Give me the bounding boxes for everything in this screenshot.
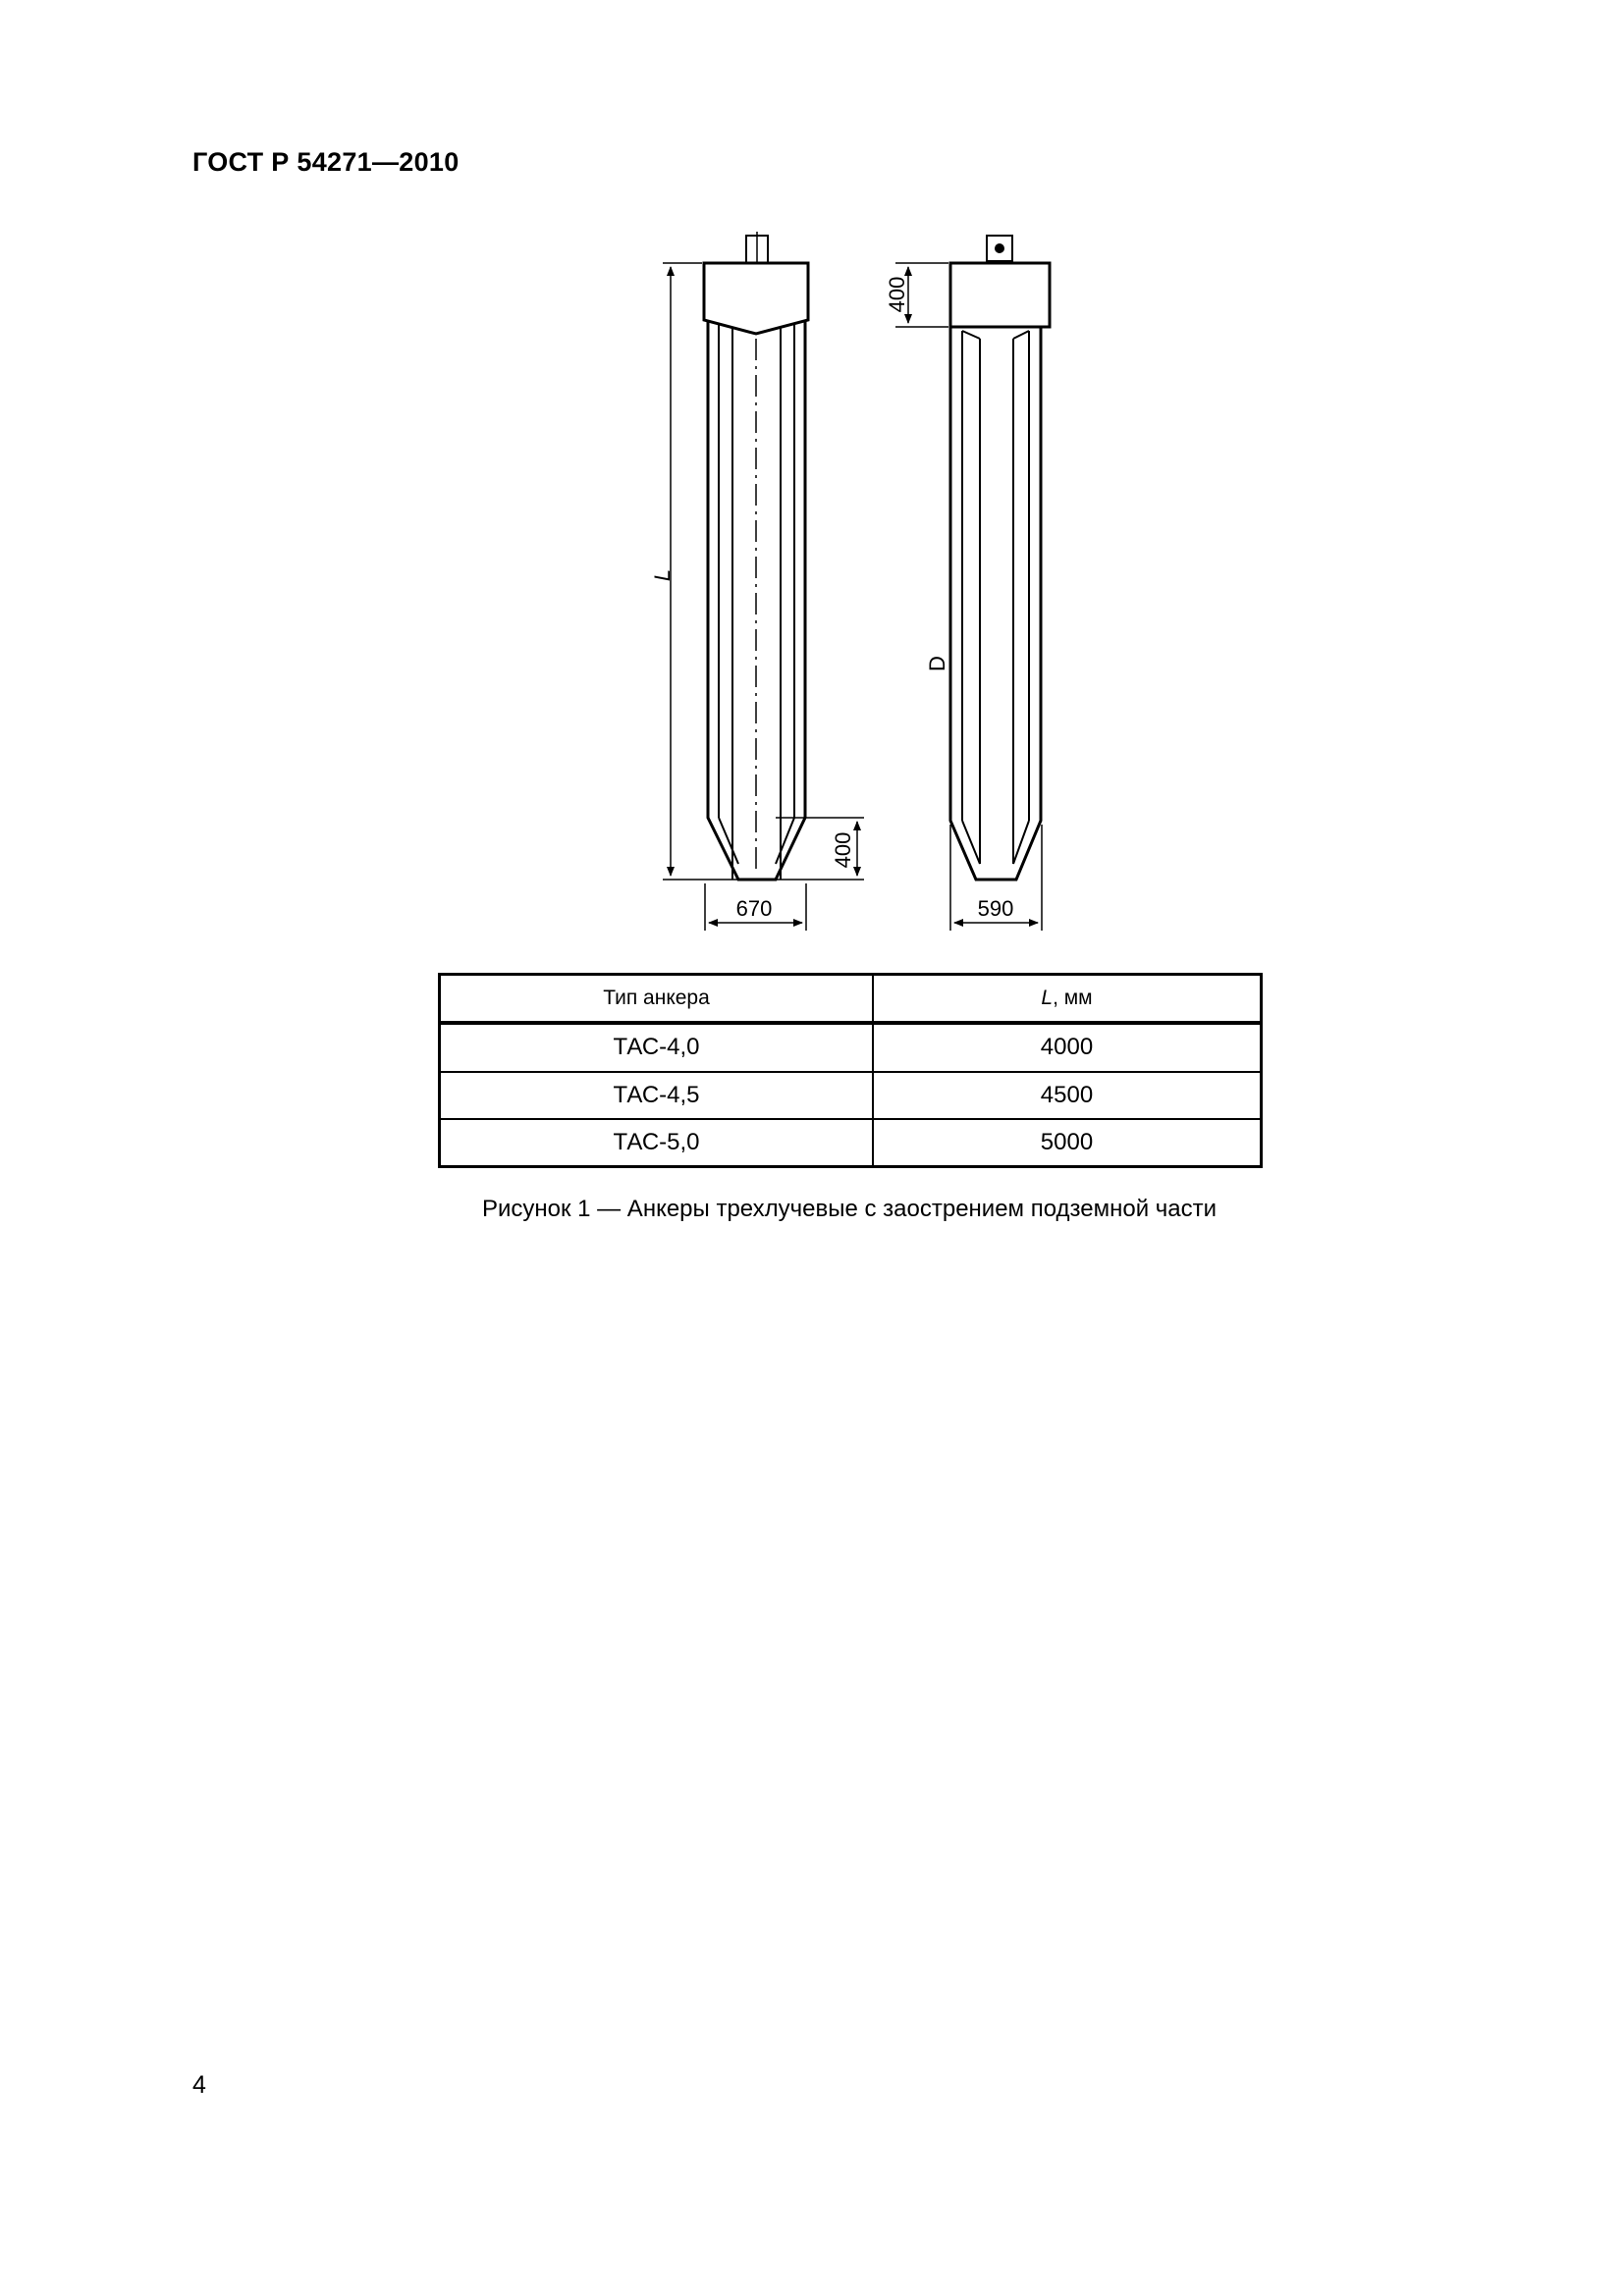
front-view — [704, 232, 808, 880]
anchor-drawing — [0, 0, 1624, 962]
side-d-label: D — [925, 656, 949, 671]
side-view — [950, 236, 1050, 880]
cell-length: 4500 — [873, 1072, 1262, 1119]
cell-type: ТАС-5,0 — [440, 1119, 874, 1167]
table-header-row — [440, 975, 1262, 1024]
width-side-label: 590 — [977, 896, 1014, 921]
header-length-unit: , мм — [1053, 987, 1093, 1009]
front-cap — [704, 263, 808, 334]
front-dimensions — [663, 263, 864, 931]
cell-type: ТАС-4,0 — [440, 1023, 874, 1072]
side-cap — [950, 263, 1050, 327]
table-row — [440, 1119, 1262, 1167]
width-front-label: 670 — [735, 896, 773, 921]
header-length-var: L — [1041, 987, 1054, 1009]
header-length — [873, 975, 1262, 1024]
document-header: ГОСТ Р 54271—2010 — [192, 147, 460, 177]
side-dimensions — [895, 263, 1042, 931]
figure-caption: Рисунок 1 — Анкеры трехлучевые с заострением подземной части — [481, 1196, 1218, 1222]
cell-length: 5000 — [873, 1119, 1262, 1167]
table-row — [440, 1072, 1262, 1119]
page-number: 4 — [192, 2071, 206, 2099]
header-type: Тип анкера — [440, 975, 874, 1024]
dim-top-label: 400 — [885, 276, 909, 313]
side-body — [950, 327, 1041, 880]
cell-type: ТАС-4,5 — [440, 1072, 874, 1119]
anchor-table — [438, 973, 1263, 1168]
cell-length: 4000 — [873, 1023, 1262, 1072]
dim-length-label: L — [650, 568, 675, 582]
dim-tip-label: 400 — [831, 831, 855, 869]
table-row — [440, 1023, 1262, 1072]
